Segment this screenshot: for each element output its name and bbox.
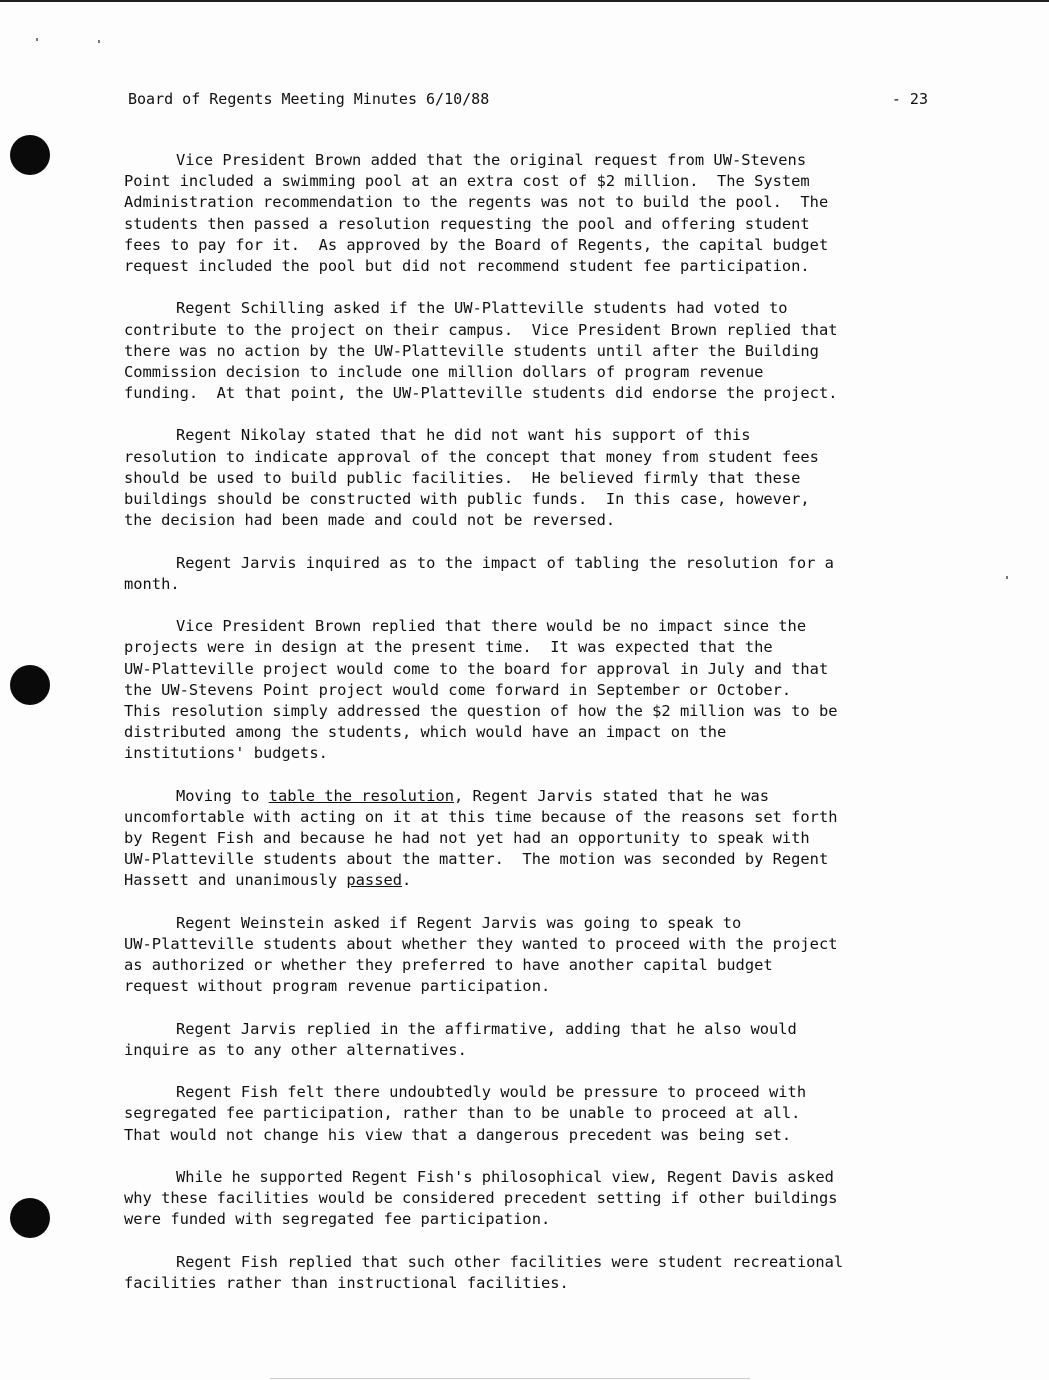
paragraph xyxy=(124,616,930,764)
text-line: While he supported Regent Fish's philosophical view, Regent Davis asked xyxy=(176,1168,834,1186)
text-line: Vice President Brown replied that there would be no impact since the xyxy=(176,617,807,636)
text-line: buildings should be constructed with public funds. In this case, however, xyxy=(124,490,810,508)
text-line: Administration recommendation to the regents was not to build the pool. The xyxy=(124,193,829,212)
underlined-result-text: passed xyxy=(346,871,402,890)
text-line: Point included a swimming pool at an extra cost of $2 million. The System xyxy=(124,172,810,191)
header-title: Board of Regents Meeting Minutes 6/10/88 xyxy=(128,90,490,108)
page-top-edge xyxy=(0,0,1049,2)
text-line: Regent Nikolay stated that he did not want his support of this xyxy=(176,426,751,445)
text-line: This resolution simply addressed the question of how the $2 million was to be xyxy=(124,701,838,720)
paragraph xyxy=(124,150,930,277)
punch-hole-middle xyxy=(10,665,50,705)
text-line: why these facilities would be considered precedent setting if other buildings xyxy=(124,1189,838,1208)
paragraph xyxy=(124,913,930,998)
text-line: students then passed a resolution requesting the pool and offering student xyxy=(124,214,810,233)
paragraph xyxy=(124,1019,930,1061)
text-fragment: Hassett and unanimously xyxy=(124,871,347,890)
page-header xyxy=(128,90,928,112)
text-line: projects were in design at the present time. It was expected that the xyxy=(124,638,773,657)
punch-hole-bottom xyxy=(10,1198,50,1238)
text-line: institutions' budgets. xyxy=(124,744,328,763)
text-line: request included the pool but did not recommend student fee participation. xyxy=(124,256,810,275)
text-line: uncomfortable with acting on it at this time because of the reasons set forth xyxy=(124,807,838,826)
paragraph xyxy=(124,425,930,531)
text-fragment: . xyxy=(402,871,412,890)
text-line: the UW-Stevens Point project would come forward in September or October. xyxy=(124,680,792,699)
text-line: were funded with segregated fee participation. xyxy=(124,1210,551,1229)
scan-speck xyxy=(36,38,38,41)
minutes-body xyxy=(124,150,930,1315)
text-line: by Regent Fish and because he had not yet had an opportunity to speak with xyxy=(124,829,810,847)
text-line: UW-Platteville students about whether they wanted to proceed with the project xyxy=(124,934,838,953)
paragraph xyxy=(124,1167,930,1231)
text-fragment: Moving to xyxy=(176,786,269,805)
text-line: distributed among the students, which would have an impact on the xyxy=(124,723,727,742)
paragraph xyxy=(124,1082,930,1146)
text-line: Regent Schilling asked if the UW-Platteville students had voted to xyxy=(176,299,788,318)
text-line: funding. At that point, the UW-Platteville students did endorse the project. xyxy=(124,384,838,403)
text-line: month. xyxy=(124,574,180,593)
scan-speck xyxy=(98,40,100,43)
punch-hole-top xyxy=(10,135,50,175)
text-line: UW-Platteville project would come to the board for approval in July and that xyxy=(124,659,829,678)
text-line: inquire as to any other alternatives. xyxy=(124,1040,467,1059)
scan-bottom-edge xyxy=(270,1378,750,1379)
text-line: as authorized or whether they preferred to have another capital budget xyxy=(124,956,773,975)
text-line: Commission decision to include one million dollars of program revenue xyxy=(124,362,764,381)
underlined-motion-text: table the resolution xyxy=(268,786,454,805)
text-line: Regent Weinstein asked if Regent Jarvis was going to speak to xyxy=(176,913,742,932)
text-line xyxy=(124,786,930,807)
text-line: facilities rather than instructional facilities. xyxy=(124,1273,569,1292)
text-line: That would not change his view that a dangerous precedent was being set. xyxy=(124,1125,792,1144)
page-number: - 23 xyxy=(891,90,928,108)
scan-speck xyxy=(1006,576,1008,579)
text-line: should be used to build public facilities. He believed firmly that these xyxy=(124,468,801,487)
text-line: segregated fee participation, rather than to be unable to proceed at all. xyxy=(124,1104,801,1123)
text-line: resolution to indicate approval of the concept that money from student fees xyxy=(124,447,819,466)
text-line: Regent Jarvis replied in the affirmative, adding that he also would xyxy=(176,1019,797,1038)
text-fragment: , Regent Jarvis stated that he was xyxy=(454,786,770,805)
text-line: fees to pay for it. As approved by the Board of Regents, the capital budget xyxy=(124,235,829,254)
text-line: Regent Fish replied that such other facilities were student recreational xyxy=(176,1252,844,1271)
text-line xyxy=(124,870,930,891)
text-line: contribute to the project on their campus. Vice President Brown replied that xyxy=(124,320,838,339)
paragraph xyxy=(124,553,930,595)
text-line: Vice President Brown added that the original request from UW-Stevens xyxy=(176,151,807,169)
motion-paragraph xyxy=(124,786,930,892)
text-line: UW-Platteville students about the matter. The motion was seconded by Regent xyxy=(124,850,829,869)
paragraph xyxy=(124,298,930,404)
text-line: request without program revenue participation. xyxy=(124,977,551,996)
paragraph xyxy=(124,1252,930,1294)
text-line: there was no action by the UW-Platteville students until after the Building xyxy=(124,341,819,360)
text-line: Regent Jarvis inquired as to the impact of tabling the resolution for a xyxy=(176,553,834,572)
text-line: the decision had been made and could not be reversed. xyxy=(124,511,616,530)
text-line: Regent Fish felt there undoubtedly would be pressure to proceed with xyxy=(176,1083,807,1102)
